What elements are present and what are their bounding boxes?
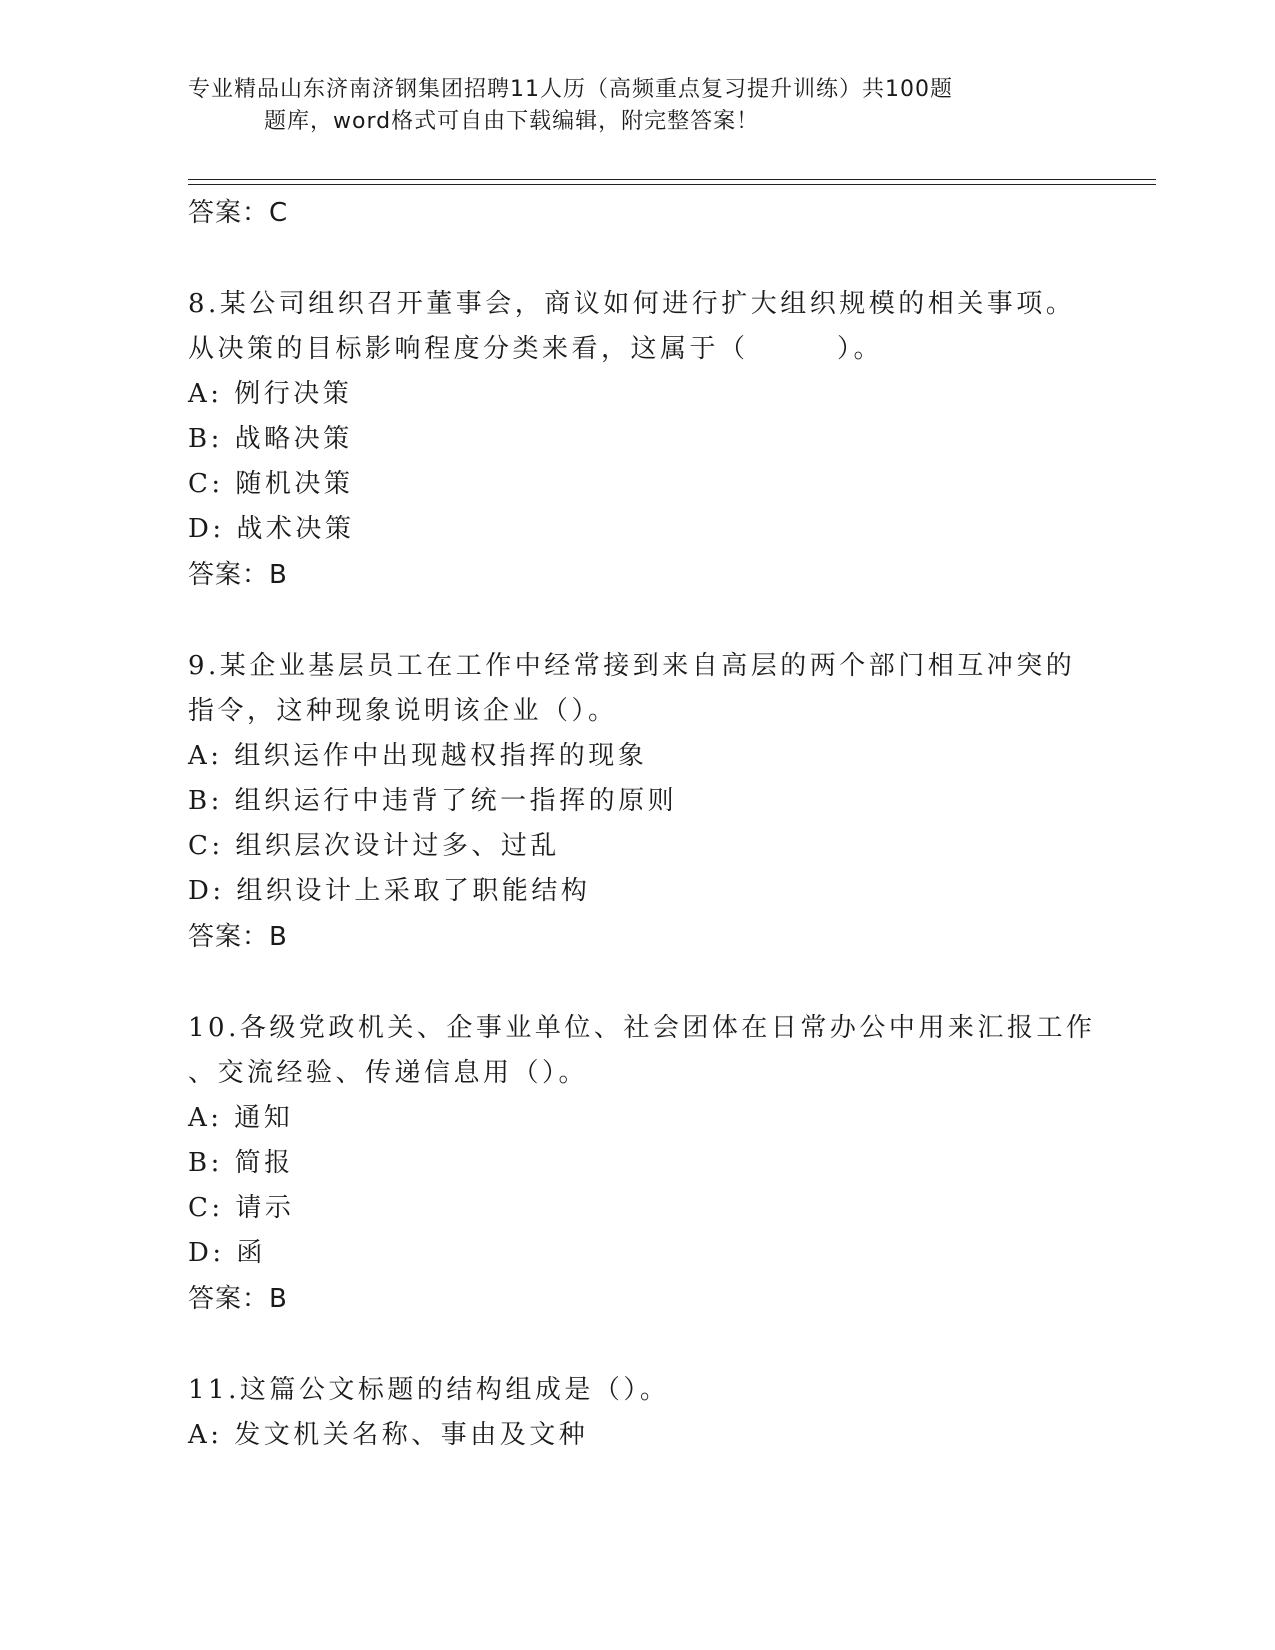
question-block [188,1368,1108,1458]
header-line-1: 专业精品山东济南济钢集团招聘11人历（高频重点复习提升训练）共100题 [188,77,953,102]
answer-line: 答案：B [188,560,288,590]
option-a: A: 组织运作中出现越权指挥的现象 [188,741,648,771]
answer-line: 答案：B [188,1284,288,1314]
header-divider-top [188,179,1156,180]
option-b: B: 组织运行中违背了统一指挥的原则 [188,786,678,816]
question-stem-line: 指令，这种现象说明该企业（）。 [188,696,618,726]
question-block [188,1006,1108,1322]
header-line-2: 题库，word格式可自由下载编辑，附完整答案！ [264,109,760,134]
document-header [188,74,1088,138]
option-c: C: 随机决策 [188,469,354,499]
option-c: C: 请示 [188,1193,295,1223]
option-d: D: 战术决策 [188,514,355,544]
option-b: B: 简报 [188,1148,294,1178]
option-a: A: 例行决策 [188,379,353,409]
document-body [188,190,1108,1458]
question-stem-line: 8.某公司组织召开董事会，商议如何进行扩大组织规模的相关事项。 [188,289,1076,319]
question-stem-line: 、交流经验、传递信息用（）。 [188,1058,589,1088]
option-c: C: 组织层次设计过多、过乱 [188,831,560,861]
question-stem-line: 9.某企业基层员工在工作中经常接到来自高层的两个部门相互冲突的 [188,651,1076,681]
question-stem-line: 11.这篇公文标题的结构组成是（）。 [188,1375,670,1405]
option-d: D: 函 [188,1238,266,1268]
option-a: A: 通知 [188,1103,294,1133]
question-block [188,644,1108,960]
header-divider-bottom [188,184,1156,185]
question-block [188,282,1108,598]
option-a: A: 发文机关名称、事由及文种 [188,1420,589,1450]
option-d: D: 组织设计上采取了职能结构 [188,876,591,906]
option-b: B: 战略决策 [188,424,353,454]
question-stem-line: 10.各级党政机关、企事业单位、社会团体在日常办公中用来汇报工作 [188,1013,1096,1043]
answer-line: 答案：C [188,198,289,228]
answer-line: 答案：B [188,922,288,952]
question-stem-line: 从决策的目标影响程度分类来看，这属于（ ）。 [188,334,884,364]
